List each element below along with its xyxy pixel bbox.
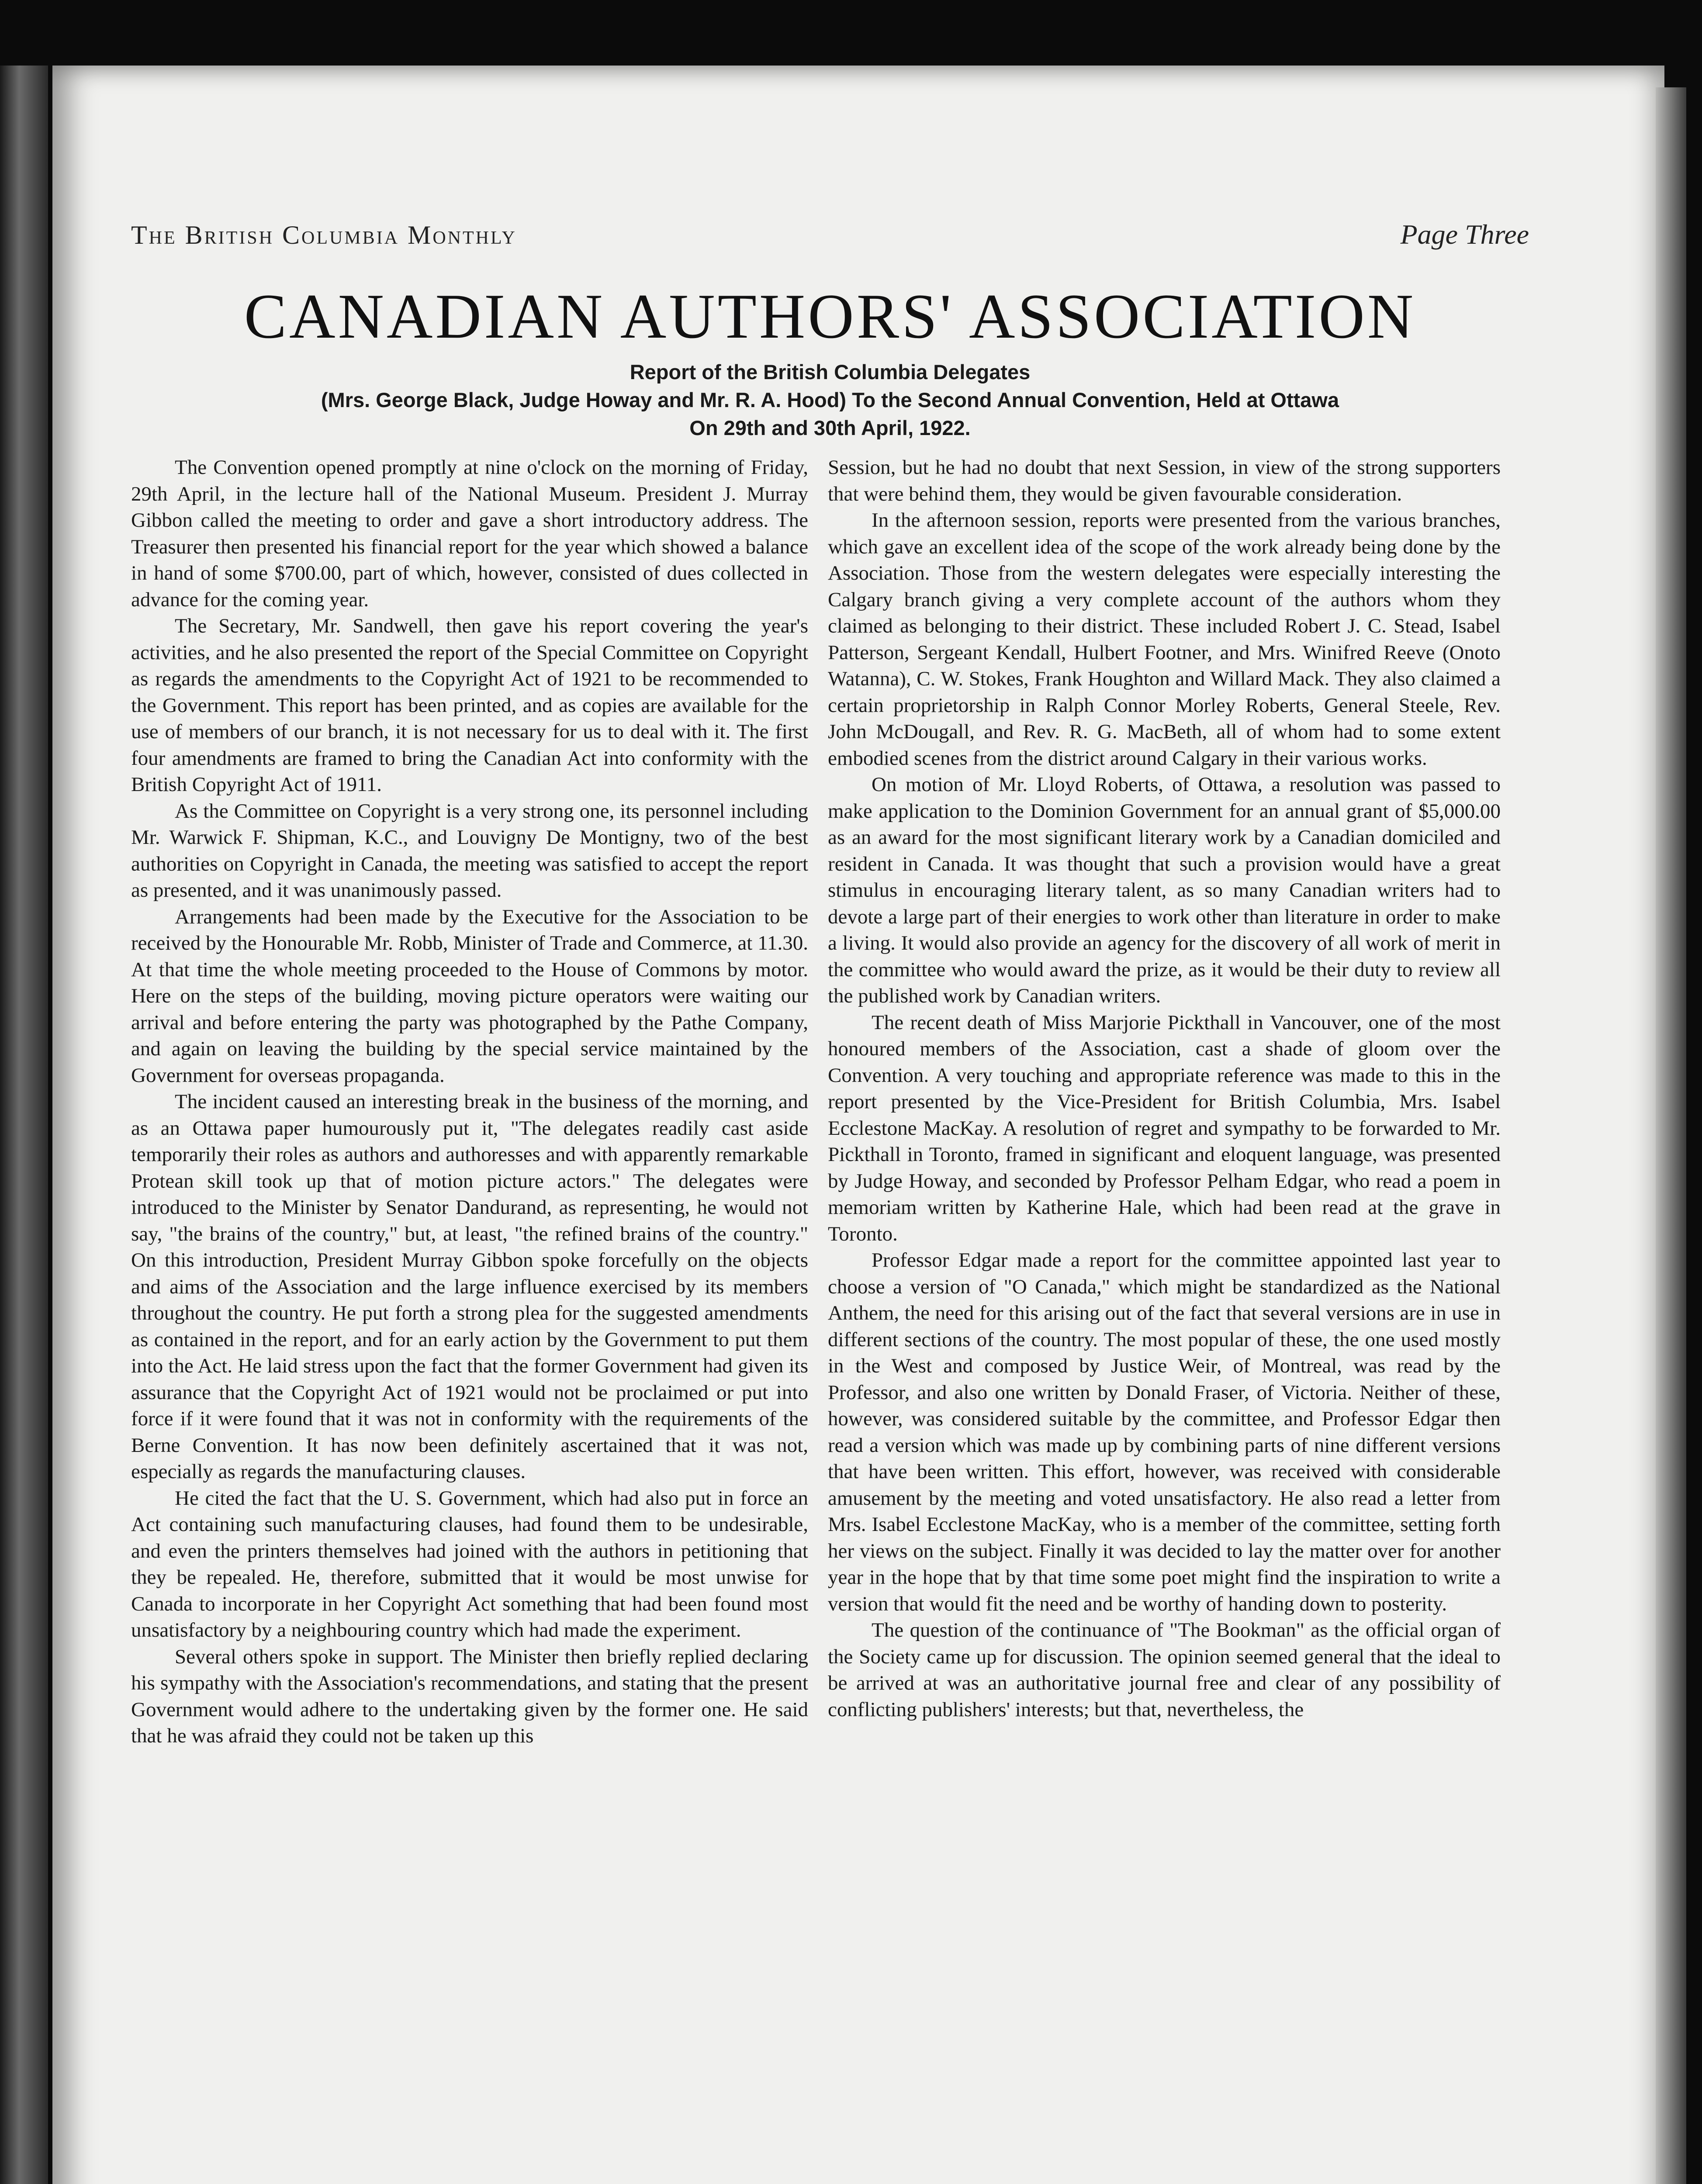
paragraph: The recent death of Miss Marjorie Pickthall in Vancouver, one of the most honoured members of the Association, cast a shade of gloom over the Convention. A very touching and appropriate reference was made to this in the report presented by the Vice-President for British Columbia, Mrs. Isabel Ecclestone MacKay. A resolution of regret and sympathy to be forwarded to Mr. Pickthall in Toronto, framed in significant and eloquent language, was presented by Judge Howay, and seconded by Professor Pelham Edgar, who read a poem in memoriam written by Katherine Hale, which had been read at the grave in Toronto. [828,1011,1501,1245]
page-right-edge [1656,87,1686,2184]
subtitle-line-2: (Mrs. George Black, Judge Howay and Mr. R. A. Hood) To the Second Annual Convention, Held at Ottawa [321,388,1339,411]
paragraph: The incident caused an interesting break in the business of the morning, and as an Ottawa paper humourously put it, "The delegates readily cast aside temporarily their roles as authors and authoresses and with apparently remarkable Protean skill took up that of motion picture actors." The delegates were introduced to the Minister by Senator Dandurand, as representing, he would not say, "the brains of the country," but, at least, "the refined brains of the country." On this introduction, President Murray Gibbon spoke forcefully on the objects and aims of the Association and the large influence exercised by its members throughout the country. He put forth a strong plea for the suggested amendments as contained in the report, and for an early action by the Government to put them into the Act. He laid stress upon the fact that the former Government had given its assurance that the Copyright Act of 1921 would not be proclaimed or put into force if it were found that it was not in conformity with the requirements of the Berne Convention. It has now been definitely ascertained that it was not, especially as regards the manufacturing clauses. [131,1090,808,1483]
article-title: CANADIAN AUTHORS' ASSOCIATION [244,281,1416,352]
paragraph: He cited the fact that the U. S. Government, which had also put in force an Act containing such manufacturing clauses, had found them to be undesirable, and even the printers themselves had joined with the authors in petitioning that they be repealed. He, therefore, submitted that it would be most unwise for Canada to incorporate in her Copyright Act something that had been found most unsatisfactory by a neighbouring country which had made the experiment. [131,1486,808,1641]
article-subtitle [131,358,1529,442]
paragraph: On motion of Mr. Lloyd Roberts, of Ottawa, a resolution was passed to make application to the Dominion Government for an annual grant of $5,000.00 as an award for the most significant literary work by a Canadian domiciled and resident in Canada. It was thought that such a provision would have a great stimulus in encouraging literary talent, as so many Canadian writers had to devote a large part of their energies to work other than literature in order to make a living. It would also provide an agency for the discovery of all work of merit in the committee who would award the prize, as it would be their duty to review all the published work by Canadian writers. [828,773,1501,1007]
paragraph: In the afternoon session, reports were presented from the various branches, which gave an excellent idea of the scope of the work already being done by the Association. Those from the western delegates were especially interesting the Calgary branch giving a very complete account of the authors whom they claimed as belonging to their district. These included Robert J. C. Stead, Isabel Patterson, Sergeant Kendall, Hulbert Footner, and Mrs. Winifred Reeve (Onoto Watanna), C. W. Stokes, Frank Houghton and Willard Mack. They also claimed a certain proprietorship in Ralph Connor Morley Roberts, General Steele, Rev. John McDougall, and Rev. R. G. MacBeth, all of whom had to some extent embodied scenes from the district around Calgary in their various works. [828,509,1501,770]
paragraph: The Convention opened promptly at nine o'clock on the morning of Friday, 29th April, in the lecture hall of the National Museum. President J. Murray Gibbon called the meeting to order and gave a short introductory address. The Treasurer then presented his financial report for the year which showed a balance in hand of some $700.00, part of which, however, consisted of dues collected in advance for the coming year. [131,456,808,611]
paragraph: Several others spoke in support. The Minister then briefly replied declaring his sympathy with the Association's recommendations, and stating that the present Government would adhere to the undertaking given by the former one. He said that he was afraid they could not be taken up this [131,1645,808,1747]
paragraph: Arrangements had been made by the Executive for the Association to be received by the Honourable Mr. Robb, Minister of Trade and Commerce, at 11.30. At that time the whole meeting proceeded to the House of Commons by motor. Here on the steps of the building, moving picture operators were waiting our arrival and before entering the party was photographed by the Pathe Company, and again on leaving the building by the special service maintained by the Government for overseas propaganda. [131,905,808,1087]
subtitle-line-1: Report of the British Columbia Delegates [630,360,1031,384]
journal-name: The British Columbia Monthly [131,221,517,249]
subtitle-line-3: On 29th and 30th April, 1922. [689,416,971,439]
paragraph: The question of the continuance of "The Bookman" as the official organ of the Society came up for discussion. The opinion seemed general that the ideal to be arrived at was an authoritative journal free and clear of any possibility of conflicting publishers' interests; but that, nevertheless, the [828,1619,1501,1721]
paragraph: The Secretary, Mr. Sandwell, then gave his report covering the year's activities, and he also presented the report of the Special Committee on Copyright as regards the amendments to the Copyright Act of 1921 to be recommended to the Government. This report has been printed, and as copies are available for the use of members of our branch, it is not necessary for us to deal with it. The first four amendments are framed to bring the Canadian Act into conformity with the British Copyright Act of 1911. [131,615,808,796]
right-column [828,454,1501,2184]
left-column [131,454,808,2184]
binding-edge [0,66,48,2184]
paragraph: As the Committee on Copyright is a very strong one, its personnel including Mr. Warwick F. Shipman, K.C., and Louvigny De Montigny, two of the best authorities on Copyright in Canada, the meeting was satisfied to accept the report as presented, and it was unanimously passed. [131,799,808,902]
paragraph: Session, but he had no doubt that next Session, in view of the strong supporters that were behind them, they would be given favourable consideration. [828,456,1501,505]
page-number: Page Three [1400,219,1529,250]
running-head [131,218,1529,258]
paragraph: Professor Edgar made a report for the committee appointed last year to choose a version of "O Canada," which might be standardized as the National Anthem, the need for this arising out of the fact that several versions are in use in different sections of the country. The most popular of these, the one used mostly in the West and composed by Justice Weir, of Montreal, was read by the Professor, and also one written by Donald Fraser, of Victoria. Neither of these, however, was considered suitable by the committee, and Professor Edgar then read a version which was made up by combining parts of nine different versions that have been written. This effort, however, was received with considerable amusement by the meeting and voted unsatisfactory. He also read a letter from Mrs. Isabel Ecclestone MacKay, who is a member of the committee, setting forth her views on the subject. Finally it was decided to lay the matter over for another year in the hope that by that time some poet might find the inspiration to write a version that would fit the need and be worthy of handing down to posterity. [828,1249,1501,1615]
